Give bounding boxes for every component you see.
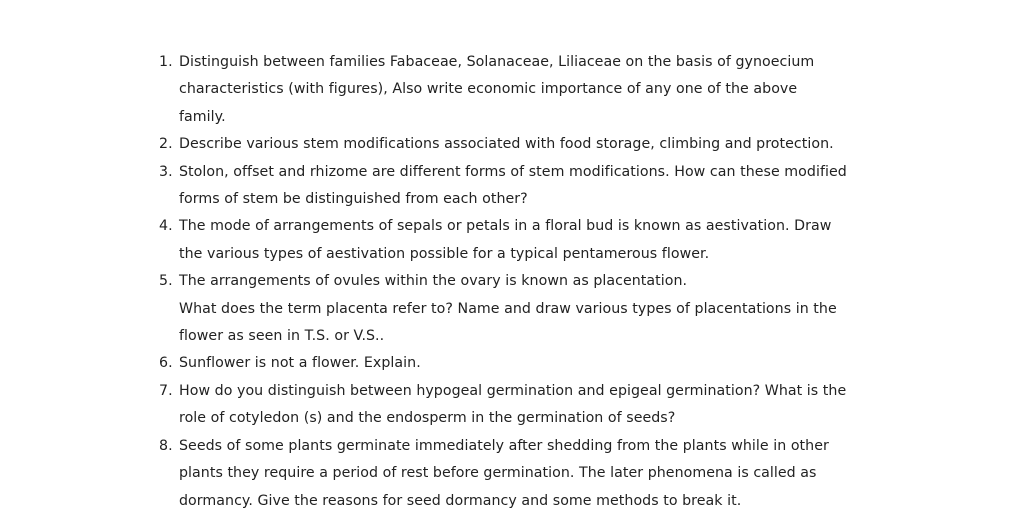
question-text-line: The arrangements of ovules within the ovary is known as placentation. xyxy=(179,273,688,290)
question-text-line: Sunflower is not a flower. Explain. xyxy=(179,355,421,372)
question-text-line: family. xyxy=(179,108,226,125)
question-text-line: Stolon, offset and rhizome are different forms of stem modifications. How can these modified xyxy=(179,163,847,180)
question-number: 6. xyxy=(159,355,173,372)
question-text-line: characteristics (with figures), Also write economic importance of any one of the above xyxy=(179,81,798,98)
question-text-line: Seeds of some plants germinate immediately after shedding from the plants while in other xyxy=(179,437,829,454)
question-text-line: plants they require a period of rest before germination. The later phenomena is called as xyxy=(179,465,817,482)
question-text-line: Distinguish between families Fabaceae, Solanaceae, Liliaceae on the basis of gynoecium xyxy=(179,54,815,70)
question-item xyxy=(0,350,1024,377)
question-text-line: What does the term placenta refer to? Name and draw various types of placentations in the xyxy=(179,300,837,317)
question-text-line: dormancy. Give the reasons for seed dormancy and some methods to break it. xyxy=(179,492,742,509)
question-text-line: role of cotyledon (s) and the endosperm in the germination of seeds? xyxy=(179,410,676,427)
question-number: 2. xyxy=(159,136,173,153)
question-number: 5. xyxy=(159,273,173,290)
question-text-line: forms of stem be distinguished from each other? xyxy=(179,191,528,208)
question-item xyxy=(0,378,1024,433)
question-text-line: How do you distinguish between hypogeal germination and epigeal germination? What is the xyxy=(179,382,847,399)
question-item xyxy=(0,49,1024,131)
document-page xyxy=(0,49,1024,515)
question-item xyxy=(0,213,1024,268)
question-number: 8. xyxy=(159,437,173,454)
question-item xyxy=(0,268,1024,350)
question-number: 1. xyxy=(159,54,173,70)
question-text-line: The mode of arrangements of sepals or petals in a floral bud is known as aestivation. Draw xyxy=(179,218,832,235)
question-number: 3. xyxy=(159,163,173,180)
question-item xyxy=(0,433,1024,515)
question-number: 4. xyxy=(159,218,173,235)
question-text-line: the various types of aestivation possible for a typical pentamerous flower. xyxy=(179,245,710,262)
question-text-line: Describe various stem modifications associated with food storage, climbing and protection. xyxy=(179,136,834,153)
question-text-line: flower as seen in T.S. or V.S.. xyxy=(179,328,385,345)
question-number: 7. xyxy=(159,382,173,399)
question-item xyxy=(0,131,1024,158)
question-item xyxy=(0,159,1024,214)
question-list xyxy=(0,49,1024,515)
